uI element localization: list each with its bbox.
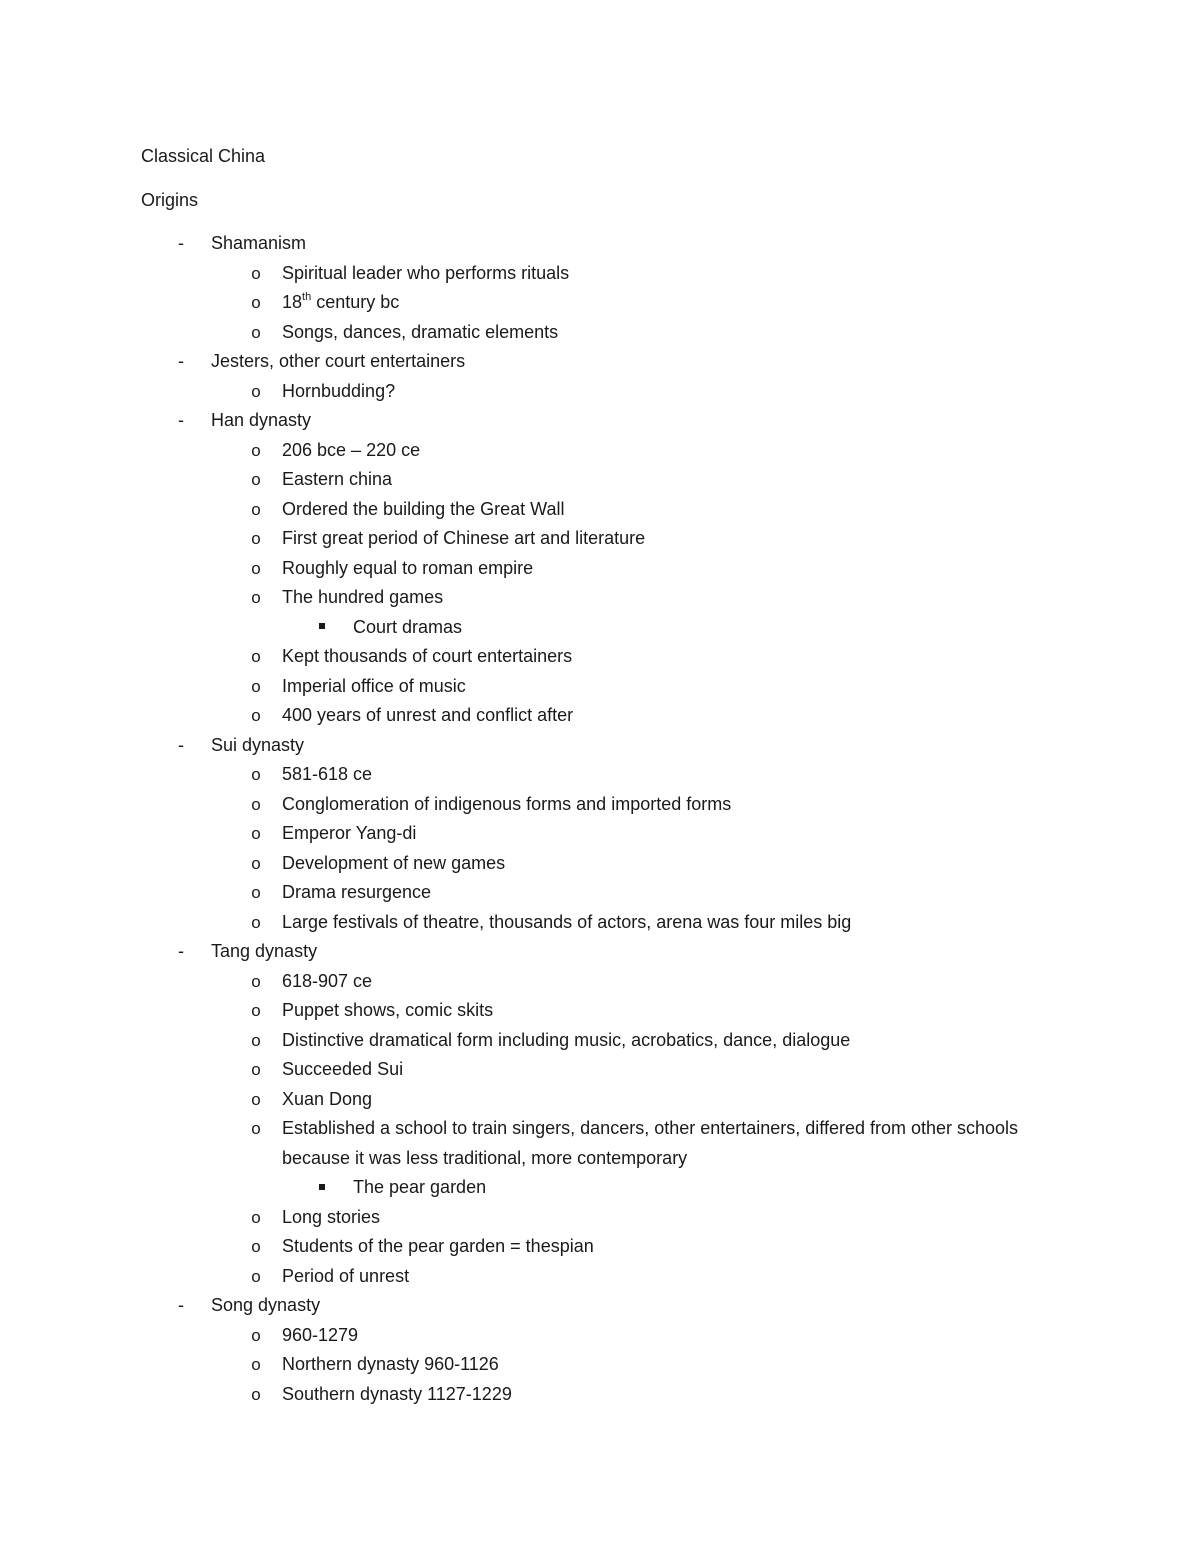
outline-item-level-2: [0, 1321, 1200, 1351]
outline-item-label: Eastern china: [282, 469, 393, 489]
circle-bullet-marker: o: [251, 1325, 261, 1345]
outline-item-text: [282, 495, 564, 525]
outline-item-level-2: [0, 701, 1200, 731]
outline-item-level-1: [0, 937, 1200, 967]
outline-item-level-2: [0, 583, 1200, 613]
outline-item-label: 18: [282, 292, 303, 312]
outline-item-text: [282, 672, 466, 702]
outline-item-text: [282, 760, 372, 790]
outline-item-label: Tang dynasty: [211, 941, 318, 961]
dash-bullet-marker: -: [178, 1295, 184, 1315]
outline-item-text: [282, 259, 569, 289]
outline-item-text: [353, 1173, 486, 1203]
outline-item-label: Roughly equal to roman empire: [282, 557, 534, 578]
outline-item-text: [211, 937, 317, 967]
outline-item-text: [282, 436, 420, 466]
outline-item-label: Sui dynasty: [211, 734, 305, 755]
outline-item-label: Succeeded Sui: [282, 1059, 404, 1079]
outline-item-text: [211, 731, 304, 761]
outline-item-label: 206 bce – 220 ce: [282, 439, 421, 460]
outline-item-text: [282, 1026, 850, 1056]
outline-item-text: [282, 849, 505, 879]
circle-bullet-marker: o: [251, 1266, 261, 1286]
circle-bullet-marker: o: [251, 293, 261, 312]
outline-item-label: Drama resurgence: [282, 882, 432, 902]
superscript-suffix: th: [302, 291, 312, 303]
circle-bullet-marker: o: [251, 529, 261, 548]
outline-item-text: [282, 1380, 512, 1410]
outline-item-level-2: [0, 1232, 1200, 1262]
outline-item-label: 400 years of unrest and conflict after: [282, 705, 574, 725]
outline-item-label: Northern dynasty 960-1126: [282, 1354, 499, 1374]
circle-bullet-marker: o: [251, 381, 261, 401]
outline-item-text: [282, 377, 395, 407]
outline-item-text: [282, 908, 851, 938]
circle-bullet-marker: o: [251, 558, 261, 578]
circle-bullet-marker: o: [251, 1237, 261, 1256]
outline-item-text: [282, 1114, 1042, 1173]
outline-item-text: [282, 790, 731, 820]
outline-item-text: [282, 465, 392, 495]
outline-item-label: Period of unrest: [282, 1265, 410, 1286]
outline-item-label: Jesters, other court entertainers: [211, 351, 466, 371]
outline-item-level-2: [0, 967, 1200, 997]
circle-bullet-marker: o: [251, 883, 261, 902]
outline-item-level-2: [0, 524, 1200, 554]
outline-item-level-2: [0, 908, 1200, 938]
outline-item-level-3: [0, 613, 1200, 643]
outline-item-label: Development of new games: [282, 852, 506, 873]
outline-item-level-2: [0, 1380, 1200, 1410]
outline-item-text: [211, 229, 306, 259]
circle-bullet-marker: o: [251, 676, 261, 696]
circle-bullet-marker: o: [251, 1001, 261, 1020]
outline-item-text: [282, 1321, 358, 1351]
circle-bullet-marker: o: [251, 1060, 261, 1079]
outline-item-level-2: [0, 1262, 1200, 1292]
outline-item-level-2: [0, 849, 1200, 879]
circle-bullet-marker: o: [251, 706, 261, 725]
outline-item-label: Distinctive dramatical form including music, acrobatics, dance, dialogue: [282, 1029, 851, 1050]
outline-item-text: [282, 1350, 499, 1380]
circle-bullet-marker: o: [251, 824, 261, 843]
circle-bullet-marker: o: [251, 263, 261, 283]
circle-bullet-marker: o: [251, 1089, 261, 1109]
outline-item-text: [282, 701, 573, 731]
outline-item-label-continued: century bc: [311, 292, 400, 312]
outline-item-level-2: [0, 760, 1200, 790]
outline-item-level-1: [0, 229, 1200, 259]
circle-bullet-marker: o: [251, 647, 261, 666]
outline-item-text: [282, 318, 558, 348]
outline-item-text: [282, 1085, 372, 1115]
outline-item-text: [282, 583, 443, 613]
circle-bullet-marker: o: [251, 499, 261, 519]
outline-item-text: [282, 1262, 409, 1292]
outline-item-text: [282, 642, 572, 672]
outline-item-level-2: [0, 1055, 1200, 1085]
outline-item-level-2: [0, 1203, 1200, 1233]
dash-bullet-marker: -: [178, 941, 184, 961]
outline-item-level-1: [0, 347, 1200, 377]
square-bullet-icon: [312, 613, 332, 643]
circle-bullet-marker: o: [251, 1119, 261, 1138]
outline-item-label: Hornbudding?: [282, 380, 396, 401]
outline-item-text: [282, 878, 431, 908]
dash-bullet-marker: -: [178, 734, 184, 755]
outline-item-text: [211, 347, 465, 377]
outline-item-text: [353, 613, 462, 643]
outline-item-text: [282, 288, 399, 318]
circle-bullet-marker: o: [251, 470, 261, 489]
outline-item-label: The pear garden: [353, 1177, 487, 1197]
outline-item-level-2: [0, 465, 1200, 495]
outline-item-label: Southern dynasty 1127-1229: [282, 1383, 512, 1404]
outline-item-label: 581-618 ce: [282, 764, 373, 784]
outline-item-level-2: [0, 318, 1200, 348]
circle-bullet-marker: o: [251, 765, 261, 784]
outline-list: [0, 229, 1200, 1409]
circle-bullet-marker: o: [251, 971, 261, 991]
circle-bullet-marker: o: [251, 853, 261, 873]
outline-item-label: Imperial office of music: [282, 675, 466, 696]
outline-item-text: [211, 1291, 320, 1321]
dash-bullet-marker: -: [178, 410, 184, 430]
outline-item-level-3: [0, 1173, 1200, 1203]
outline-item-label: 618-907 ce: [282, 970, 373, 991]
circle-bullet-marker: o: [251, 440, 261, 460]
outline-item-level-2: [0, 377, 1200, 407]
outline-item-label: Kept thousands of court entertainers: [282, 646, 573, 666]
outline-item-label: Xuan Dong: [282, 1088, 373, 1109]
outline-item-label: Court dramas: [353, 616, 463, 637]
section-heading: Origins: [141, 190, 199, 210]
outline-item-text: [282, 967, 372, 997]
outline-item-level-2: [0, 996, 1200, 1026]
outline-item-level-2: [0, 878, 1200, 908]
outline-item-level-2: [0, 1085, 1200, 1115]
outline-item-label: Students of the pear garden = thespian: [282, 1236, 594, 1256]
circle-bullet-marker: o: [251, 1030, 261, 1050]
outline-item-text: [282, 554, 533, 584]
outline-item-label: Han dynasty: [211, 410, 312, 430]
circle-bullet-marker: o: [251, 1207, 261, 1227]
outline-item-label: First great period of Chinese art and literature: [282, 528, 646, 548]
square-bullet-icon: [312, 1173, 332, 1203]
outline-item-text: [282, 1203, 380, 1233]
outline-item-level-2: [0, 672, 1200, 702]
outline-item-label: 960-1279: [282, 1324, 359, 1345]
outline-item-level-2: [0, 495, 1200, 525]
outline-item-level-2: [0, 819, 1200, 849]
outline-item-label: Emperor Yang-di: [282, 823, 417, 843]
outline-item-label: Ordered the building the Great Wall: [282, 498, 565, 519]
circle-bullet-marker: o: [251, 322, 261, 342]
outline-item-label: Puppet shows, comic skits: [282, 1000, 494, 1020]
outline-item-label: Shamanism: [211, 233, 307, 253]
outline-item-text: [282, 524, 645, 554]
circle-bullet-marker: o: [251, 1355, 261, 1374]
outline-item-label: Established a school to train singers, dancers, other entertainers, differed from other schools because it was less traditional, more contemporary: [282, 1118, 1019, 1168]
dash-bullet-marker: -: [178, 351, 184, 371]
outline-item-level-2: [0, 642, 1200, 672]
square-bullet-icon: [319, 1184, 325, 1190]
outline-item-level-2: [0, 259, 1200, 289]
outline-item-level-2: [0, 790, 1200, 820]
outline-item-text: [282, 1055, 403, 1085]
outline-item-label: Conglomeration of indigenous forms and imported forms: [282, 793, 732, 814]
outline-item-level-2: [0, 1114, 1200, 1173]
circle-bullet-marker: o: [251, 1384, 261, 1404]
outline-item-text: [282, 1232, 594, 1262]
square-bullet-icon: [319, 623, 325, 629]
circle-bullet-marker: o: [251, 912, 261, 932]
outline-item-text: [211, 406, 311, 436]
outline-item-label: Song dynasty: [211, 1295, 321, 1315]
dash-bullet-marker: -: [178, 233, 184, 253]
outline-item-label: Long stories: [282, 1206, 381, 1227]
outline-item-label: Songs, dances, dramatic elements: [282, 321, 559, 342]
document-title: Classical China: [141, 146, 266, 166]
outline-item-level-1: [0, 406, 1200, 436]
circle-bullet-marker: o: [251, 794, 261, 814]
outline-item-level-2: [0, 1026, 1200, 1056]
outline-item-text: [282, 819, 416, 849]
outline-item-text: [282, 996, 493, 1026]
outline-item-level-2: [0, 436, 1200, 466]
outline-item-label: The hundred games: [282, 587, 444, 607]
outline-item-level-2: [0, 1350, 1200, 1380]
outline-item-level-2: [0, 288, 1200, 318]
outline-item-label: Large festivals of theatre, thousands of actors, arena was four miles big: [282, 911, 852, 932]
outline-item-level-1: [0, 1291, 1200, 1321]
outline-item-level-2: [0, 554, 1200, 584]
outline-item-label: Spiritual leader who performs rituals: [282, 262, 570, 283]
outline-item-level-1: [0, 731, 1200, 761]
circle-bullet-marker: o: [251, 588, 261, 607]
